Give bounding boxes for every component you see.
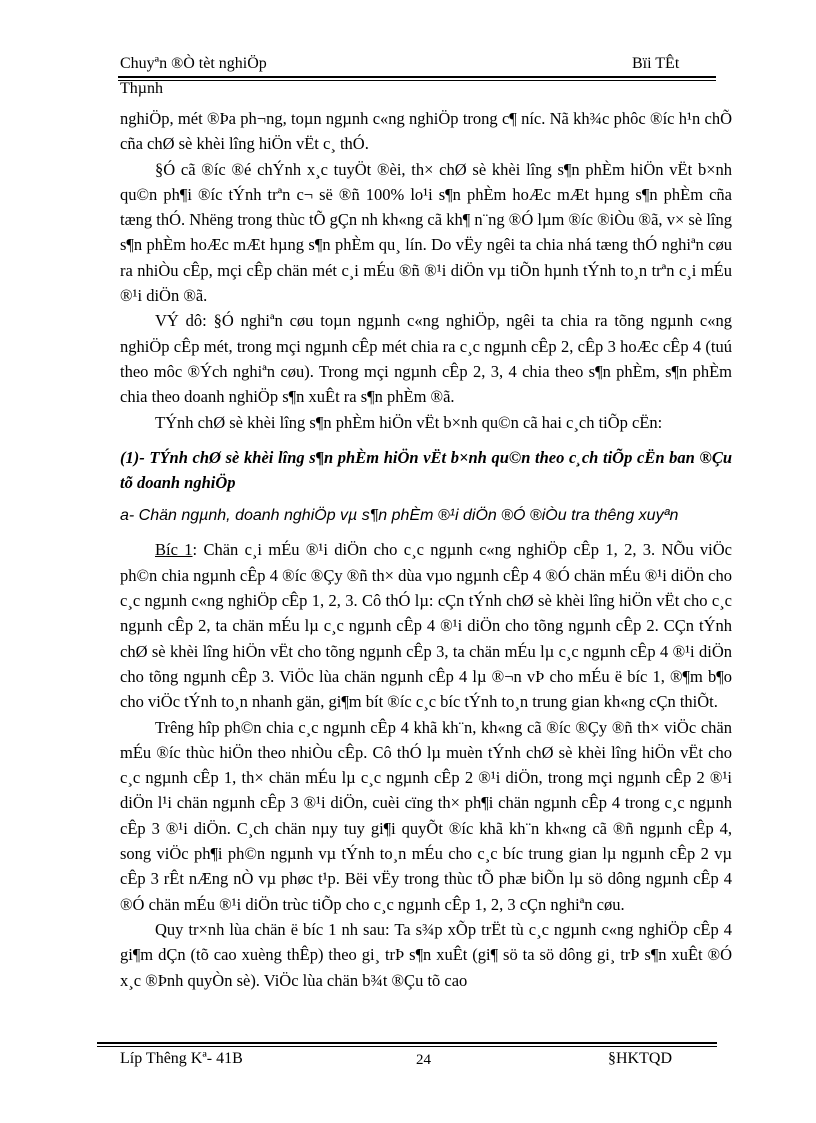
subsection-heading: a- Chän ngµnh, doanh nghiÖp vµ s¶n phÈm ®¹i diÖn ®Ó ®iÒu tra thêng xuyªn — [120, 507, 679, 525]
paragraph-3: VÝ dô: §Ó nghiªn cøu toµn ngµnh c«ng nghiÖp, ngêi ta chia ra tõng ngµnh c«ng nghiÖp cÊp mét, trong mçi ngµnh cÊp mét chia ra c¸c ngµnh cÊp 2, cÊp 3 hoÆc cÊp 4 (tuú theo môc ®Ých nghiªn cøu). Trong mçi ngµnh cÊp 2, 3, 4 chia theo s¶n phÈm, s¶n phÈm chia theo doanh nghiÖp s¶n xuÊt ra s¶n phÈm ®ã. — [120, 311, 732, 407]
step-1-paragraph — [120, 537, 732, 714]
footer-class-label: Líp Thêng Kª- 41B — [120, 1050, 243, 1067]
step-1-label: Bíc 1 — [155, 540, 193, 560]
document-body — [120, 106, 732, 993]
paragraph-6: Quy tr×nh lùa chän ë bíc 1 nh sau: Ta s¾p xÕp trËt tù c¸c ngµnh c«ng nghiÖp cÊp 4 gi¶m dÇn (tõ cao xuèng thÊp) theo gi¸ trÞ s¶n xuÊt (gi¶ sö ta sö dông gi¸ trÞ s¶n xuÊt ®Ó x¸c ®Þnh quyÒn sè). ViÖc lùa chän b¾t ®Çu tõ cao — [120, 919, 732, 990]
header-title: Chuyªn ®Ò tèt nghiÖp — [120, 55, 267, 72]
header-author-continuation: Thµnh — [120, 80, 163, 97]
footer-school: §HKTQD — [608, 1050, 672, 1067]
paragraph-1: nghiÖp, mét ®Þa ph¬ng, toµn ngµnh c«ng nghiÖp trong c¶ níc. Nã kh¾c phôc ®íc h¹n chÕ cña chØ sè khèi lîng hiÖn vËt c¸ thÓ. — [120, 109, 732, 154]
step-1-text: : Chän c¸i mÉu ®¹i diÖn cho c¸c ngµnh c«ng nghiÖp cÊp 1, 2, 3. NÕu viÖc ph©n chia ngµnh cÊp 4 ®íc ®Çy ®ñ th× dùa vµo ngµnh cÊp 4 ®Ó chän mÉu ®¹i diÖn cho c¸c ngµnh c«ng nghiÖp cÊp 1, 2, 3. Cô thÓ lµ: cÇn tÝnh chØ sè khèi lîng hiÖn vËt cho c¸c ngµnh cÊp 2, ta chän mÉu lµ c¸c ngµnh cÊp 4 ®¹i diÖn cho tõng ngµnh cÊp 2. CÇn tÝnh chØ sè khèi lîng hiÖn vËt cho tõng ngµnh cÊp 3, ta chän mÉu lµ c¸c ngµnh cÊp 4 ®¹i diÖn cho tõng ngµnh cÊp 3. ViÖc lùa chän ngµnh cÊp 4 lµ ®¬n vÞ cho mÉu ë bíc 1, ®¶m b¶o cho viÖc tÝnh to¸n nhanh gän, gi¶m bít ®íc c¸c bíc tÝnh to¸n trung gian kh«ng cÇn thiÕt. — [120, 540, 732, 712]
footer-rule — [97, 1042, 717, 1044]
paragraph-5: Trêng hîp ph©n chia c¸c ngµnh cÊp 4 khã kh¨n, kh«ng cã ®íc ®Çy ®ñ th× viÖc chän mÉu ®íc thùc hiÖn theo nhiÒu cÊp. Cô thÓ lµ muèn tÝnh chØ sè khèi lîng hiÖn vËt cho c¸c ngµnh cÊp 1, th× chän mÉu lµ c¸c ngµnh cÊp 2 ®¹i diÖn, trong mçi ngµnh cÊp 2 ®¹i diÖn l¹i chän ngµnh cÊp 3 ®¹i diÖn, cuèi cïng th× ph¶i chän ngµnh cÊp 4 trong c¸c ngµnh cÊp 3 ®¹i diÖn. C¸ch chän nµy tuy gi¶i quyÕt ®íc khã kh¨n kh«ng cã ®ñ ngµnh cÊp 4, song viÖc ph¶i ph©n ngµnh vµ tÝnh to¸n mÉu cho c¸c bíc trung gian lµ ngµnh cÊp 2 vµ cÊp 3 rÊt nÆng nÒ vµ phøc t¹p. Bëi vËy trong thùc tÕ phæ biÕn lµ sö dông ngµnh cÊp 4 ®Ó chän mÉu ®¹i diÖn trùc tiÕp cho c¸c ngµnh cÊp 1, 2, 3 cÇn nghiªn cøu. — [120, 717, 732, 914]
paragraph-2: §Ó cã ®íc ®é chÝnh x¸c tuyÖt ®èi, th× chØ sè khèi lîng s¶n phÈm hiÖn vËt b×nh qu©n ph¶i ®íc tÝnh trªn c¬ së ®ñ 100% lo¹i s¶n phÈm hoÆc mÆt hµng s¶n phÈm cña tæng thÓ. Nhëng trong thùc tÕ gÇn nh kh«ng cã kh¶ n¨ng ®Ó lµm ®íc ®iÒu ®ã, v× sè lîng s¶n phÈm hoÆc mÆt hµng s¶n phÈm qu¸ lín. Do vËy ngêi ta chia nhá tæng thÓ nghiªn cøu ra nhiÒu cÊp, mçi cÊp chän mét c¸i mÉu ®ñ ®¹i diÖn vµ tiÕn hµnh tÝnh to¸n trªn c¸i mÉu ®¹i diÖn ®ã. — [120, 159, 732, 306]
header-rule-thin — [118, 80, 716, 81]
page-number: 24 — [416, 1052, 431, 1068]
header-rule — [118, 76, 716, 78]
section-heading: (1)- TÝnh chØ sè khèi lîng s¶n phÈm hiÖn vËt b×nh qu©n theo c¸ch tiÕp cËn ban ®Çu tõ doanh nghiÖp — [120, 447, 732, 493]
paragraph-4: TÝnh chØ sè khèi lîng s¶n phÈm hiÖn vËt b×nh qu©n cã hai c¸ch tiÕp cËn: — [155, 412, 663, 432]
header-author: Bïi TÊt — [632, 55, 680, 72]
footer-rule-thin — [97, 1046, 717, 1047]
